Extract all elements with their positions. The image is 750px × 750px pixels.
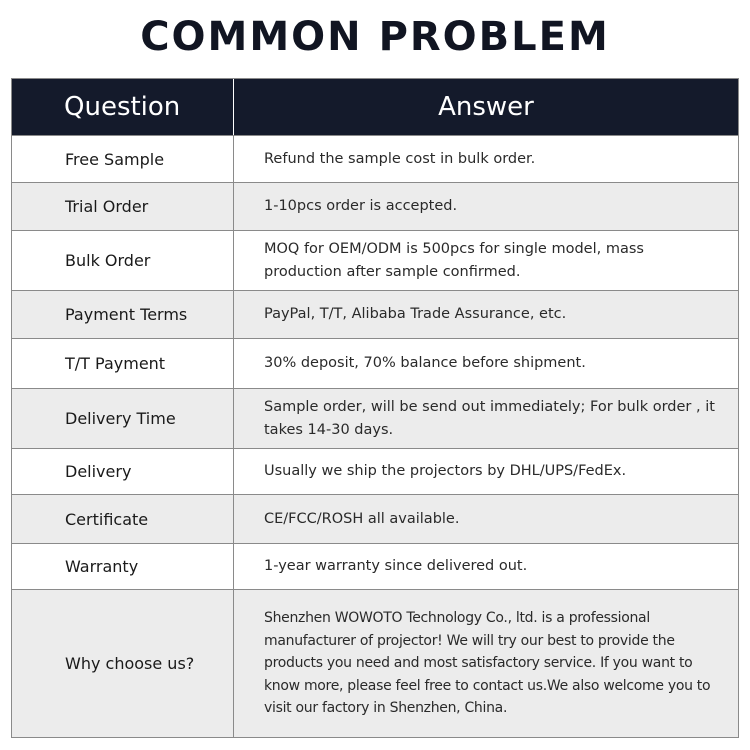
faq-table: [11, 78, 739, 738]
table-row: [12, 543, 738, 589]
table-row: [12, 230, 738, 290]
table-row: [12, 448, 738, 494]
page-title: COMMON PROBLEM: [140, 14, 610, 60]
row-answer: 1-10pcs order is accepted.: [264, 198, 458, 214]
table-row: [12, 589, 738, 737]
row-question: Free Sample: [12, 136, 234, 182]
row-question: Delivery: [12, 449, 234, 494]
row-question: Payment Terms: [12, 291, 234, 338]
row-answer: MOQ for OEM/ODM is 500pcs for single model, mass production after sample confirmed.: [264, 240, 644, 280]
row-answer: PayPal, T/T, Alibaba Trade Assurance, etc.: [264, 306, 567, 322]
row-answer: Sample order, will be send out immediately; For bulk order , it takes 14-30 days.: [264, 398, 715, 438]
row-question: Trial Order: [12, 183, 234, 230]
row-answer: 30% deposit, 70% balance before shipment.: [264, 355, 586, 371]
row-answer: Refund the sample cost in bulk order.: [264, 150, 536, 167]
header-question: Question: [12, 79, 234, 135]
row-question: Delivery Time: [12, 389, 234, 448]
row-answer: Usually we ship the projectors by DHL/UPS/FedEx.: [264, 463, 627, 479]
row-answer: CE/FCC/ROSH all available.: [264, 510, 460, 527]
row-question: Bulk Order: [12, 231, 234, 290]
table-header-row: [12, 79, 738, 135]
table-row: [12, 494, 738, 543]
table-row: [12, 338, 738, 388]
table-row: [12, 388, 738, 448]
table-row: [12, 182, 738, 230]
table-row: [12, 290, 738, 338]
row-answer: 1-year warranty since delivered out.: [264, 558, 528, 574]
row-answer: Shenzhen WOWOTO Technology Co., ltd. is a professional manufacturer of projector! We will try our best to provide the products you need and most satisfactory service. If you want to know more, please feel free to contact us.We also welcome you to visit our factory in Shenzhen, China.: [264, 610, 711, 717]
row-question: Certificate: [12, 495, 234, 543]
row-question: Why choose us?: [12, 590, 234, 737]
row-question: T/T Payment: [12, 339, 234, 388]
header-answer: Answer: [438, 91, 534, 122]
row-question: Warranty: [12, 544, 234, 589]
table-row: [12, 135, 738, 182]
